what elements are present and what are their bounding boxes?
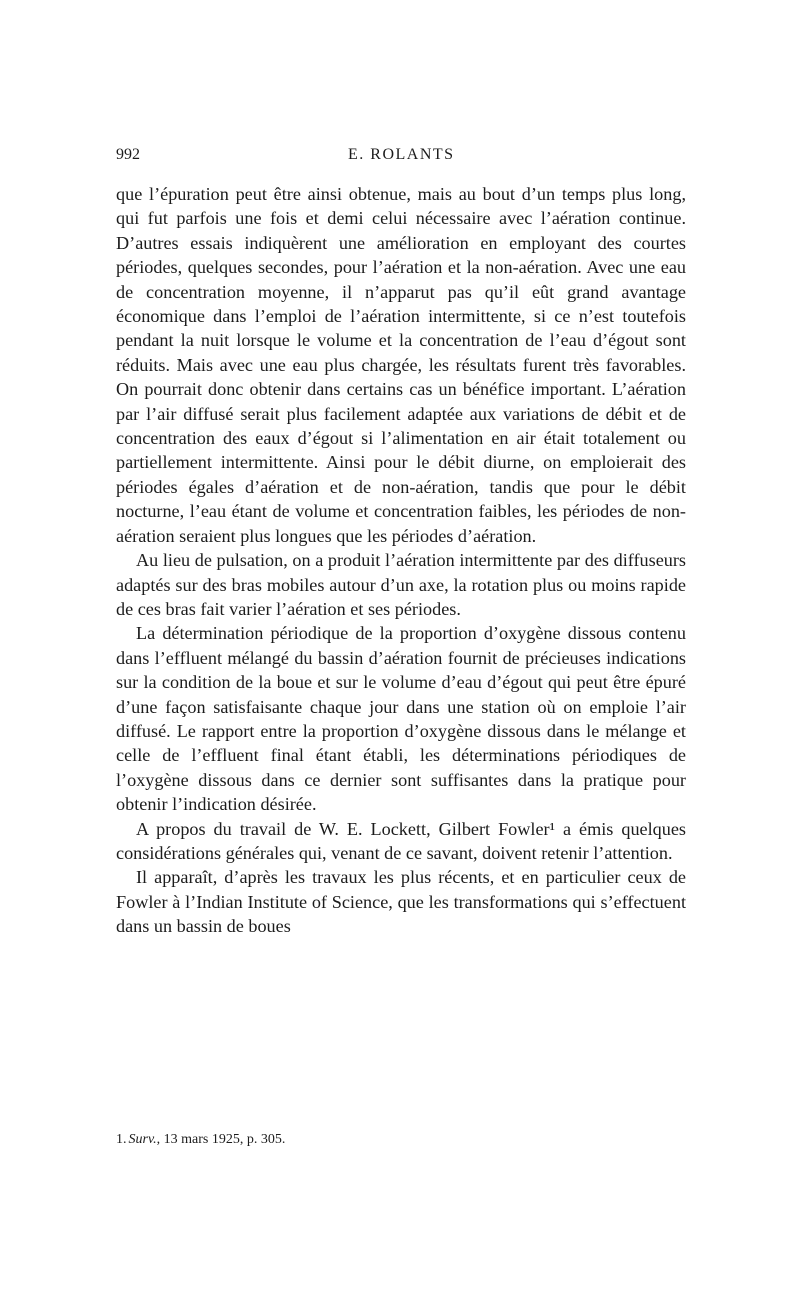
page-number: 992 [116,146,140,163]
paragraph-dissolved-oxygen: La détermination périodique de la proportion d’oxygène dissous contenu dans l’effluent mélangé du bassin d’aération fournit de précieuses indications sur la condition de la boue et sur le volume d’eau d’égout qui peut être épuré d’une façon satisfaisante chaque jour dans une station où on emploie l’air diffusé. Le rapport entre la proportion d’oxygène dissous dans le mélange et celle de l’effluent final étant établi, les déterminations périodiques de l’oxygène dissous dans ce dernier sont suffisantes dans la pratique pour obtenir l’indication désirée. [116,623,686,815]
page-header [116,146,686,170]
footnote-marker: 1. [116,1132,127,1147]
paragraph-intermittent-aeration: Au lieu de pulsation, on a produit l’aération intermittente par des diffuseurs adaptés sur des bras mobiles autour d’un axe, la rotation plus ou moins rapide de ces bras fait varier l’aération et ses périodes. [116,550,686,619]
paragraph-recent-work: Il apparaît, d’après les travaux les plus récents, et en particulier ceux de Fowler à l’Indian Institute of Science, que les transformations qui s’effectuent dans un bassin de boues [116,867,686,937]
paragraph-fowler: A propos du travail de W. E. Lockett, Gilbert Fowler¹ a émis quelques considérations générales qui, venant de ce savant, doivent retenir l’attention. [116,818,686,863]
running-head: E. ROLANTS [348,146,455,163]
paragraph-continuation: que l’épuration peut être ainsi obtenue, mais au bout d’un temps plus long, qui fut parfois une fois et demi celui nécessaire avec l’aération continue. D’autres essais indiquèrent une amélioration en employant des courtes périodes, quelques secondes, pour l’aération et la non-aération. Avec une eau de concentration moyenne, il n’apparut pas qu’il eût grand avantage économique dans l’emploi de l’aération intermittente, si ce n’est toutefois pendant la nuit lorsque le volume et la concentration de l’eau d’égout sont réduits. Mais avec une eau plus chargée, les résultats furent très favorables. On pourrait donc obtenir dans certains cas un bénéfice important. L’aération par l’air diffusé serait plus facilement adaptée aux variations de débit et de concentration des eaux d’égout si l’alimentation en air était totalement ou partiellement intermittente. Ainsi pour le débit diurne, on emploierait des périodes égales d’aération et de non-aération, tandis que pour le débit nocturne, l’eau étant de volume et concentration faibles, les périodes de non-aération seraient plus longues que les périodes d’aération. [116,184,686,546]
footnote [116,1131,686,1149]
footnote-source: Surv. [128,1132,157,1147]
body-text [116,182,686,939]
footnote-rest: , 13 mars 1925, p. 305. [156,1132,286,1147]
